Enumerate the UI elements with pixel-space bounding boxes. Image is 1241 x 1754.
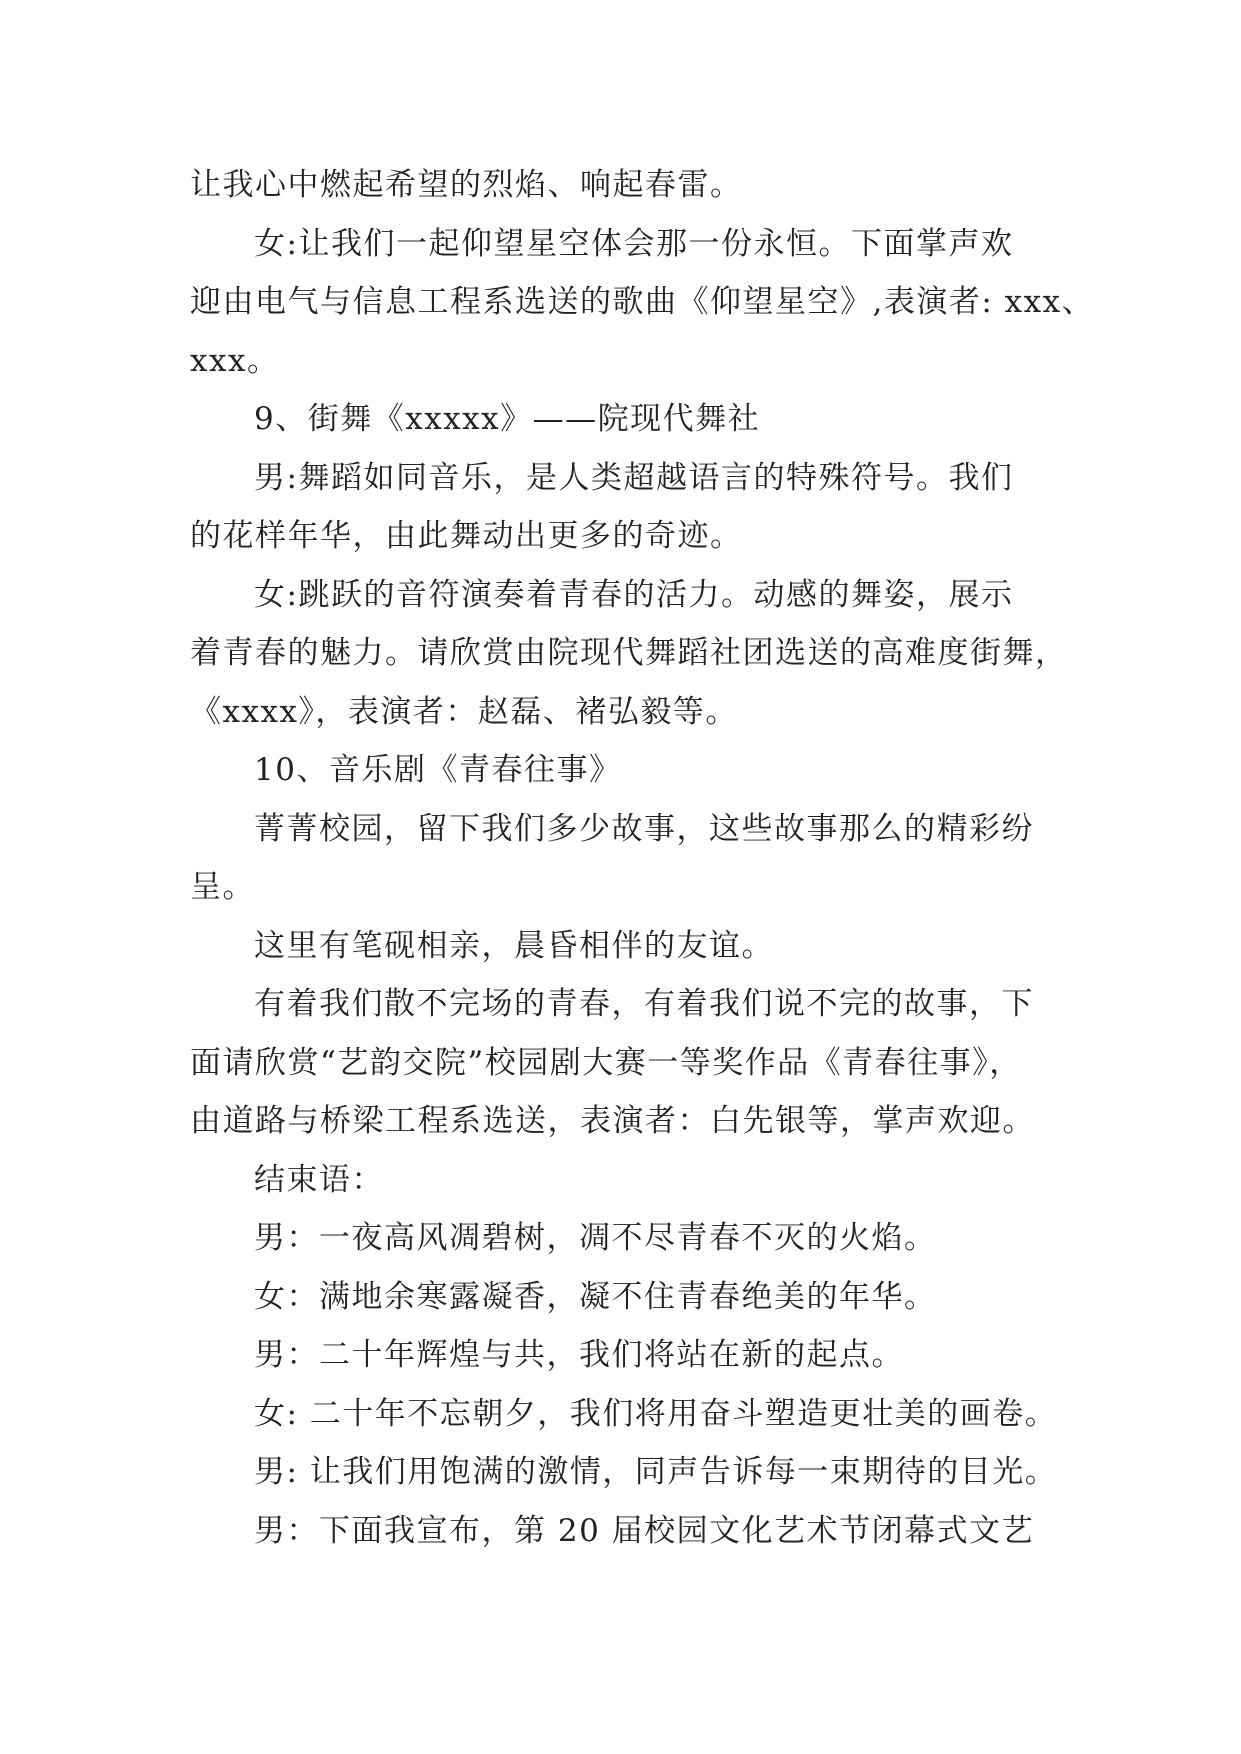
text-line: 男: 让我们用饱满的激情，同声告诉每一束期待的目光。 (254, 1454, 1058, 1490)
text-line: 这里有笔砚相亲，晨昏相伴的友谊。 (254, 927, 774, 964)
text-line: 由道路与桥梁工程系选送，表演者：白先银等，掌声欢迎。 (190, 1103, 1035, 1139)
text-line: 女：满地余寒露凝香，凝不住青春绝美的年华。 (254, 1278, 937, 1315)
text-line: 女: 二十年不忘朝夕，我们将用奋斗塑造更壮美的画卷。 (254, 1395, 1058, 1432)
text-line: 男：一夜高风凋碧树，凋不尽青春不灭的火焰。 (254, 1220, 937, 1256)
text-line: 有着我们散不完场的青春，有着我们说不完的故事，下 (254, 986, 1034, 1022)
text-line: 迎由电气与信息工程系选送的歌曲《仰望星空》,表演者: xxx、 (190, 284, 1095, 320)
text-line: 女:让我们一起仰望星空体会那一份永恒。下面掌声欢 (254, 225, 1014, 262)
section-heading: 10、音乐剧《青春往事》 (254, 752, 622, 788)
document-body (190, 156, 1095, 1560)
text-line: xxx。 (190, 342, 280, 379)
text-line: 着青春的魅力。请欣赏由院现代舞蹈社团选送的高难度街舞， (190, 635, 1068, 671)
text-line: 女:跳跃的音符演奏着青春的活力。动感的舞姿，展示 (254, 576, 1014, 613)
text-line: 菁菁校园，留下我们多少故事，这些故事那么的精彩纷 (254, 810, 1034, 847)
text-line: 男:舞蹈如同音乐，是人类超越语言的特殊符号。我们 (254, 459, 1014, 496)
text-line: 呈。 (190, 869, 255, 905)
text-line: 男：二十年辉煌与共，我们将站在新的起点。 (254, 1337, 904, 1373)
section-heading: 结束语： (254, 1161, 384, 1198)
text-line: 的花样年华，由此舞动出更多的奇迹。 (190, 518, 743, 554)
section-heading: 9、街舞《xxxxx》——院现代舞社 (254, 401, 761, 437)
text-line: 《xxxx》，表演者：赵磊、褚弘毅等。 (190, 693, 738, 730)
text-line: 男：下面我宣布，第 20 届校园文化艺术节闭幕式文艺 (254, 1512, 1035, 1549)
text-line: 让我心中燃起希望的烈焰、响起春雷。 (190, 167, 743, 203)
text-line: 面请欣赏“艺韵交院”校园剧大赛一等奖作品《青春往事》， (190, 1044, 1022, 1081)
